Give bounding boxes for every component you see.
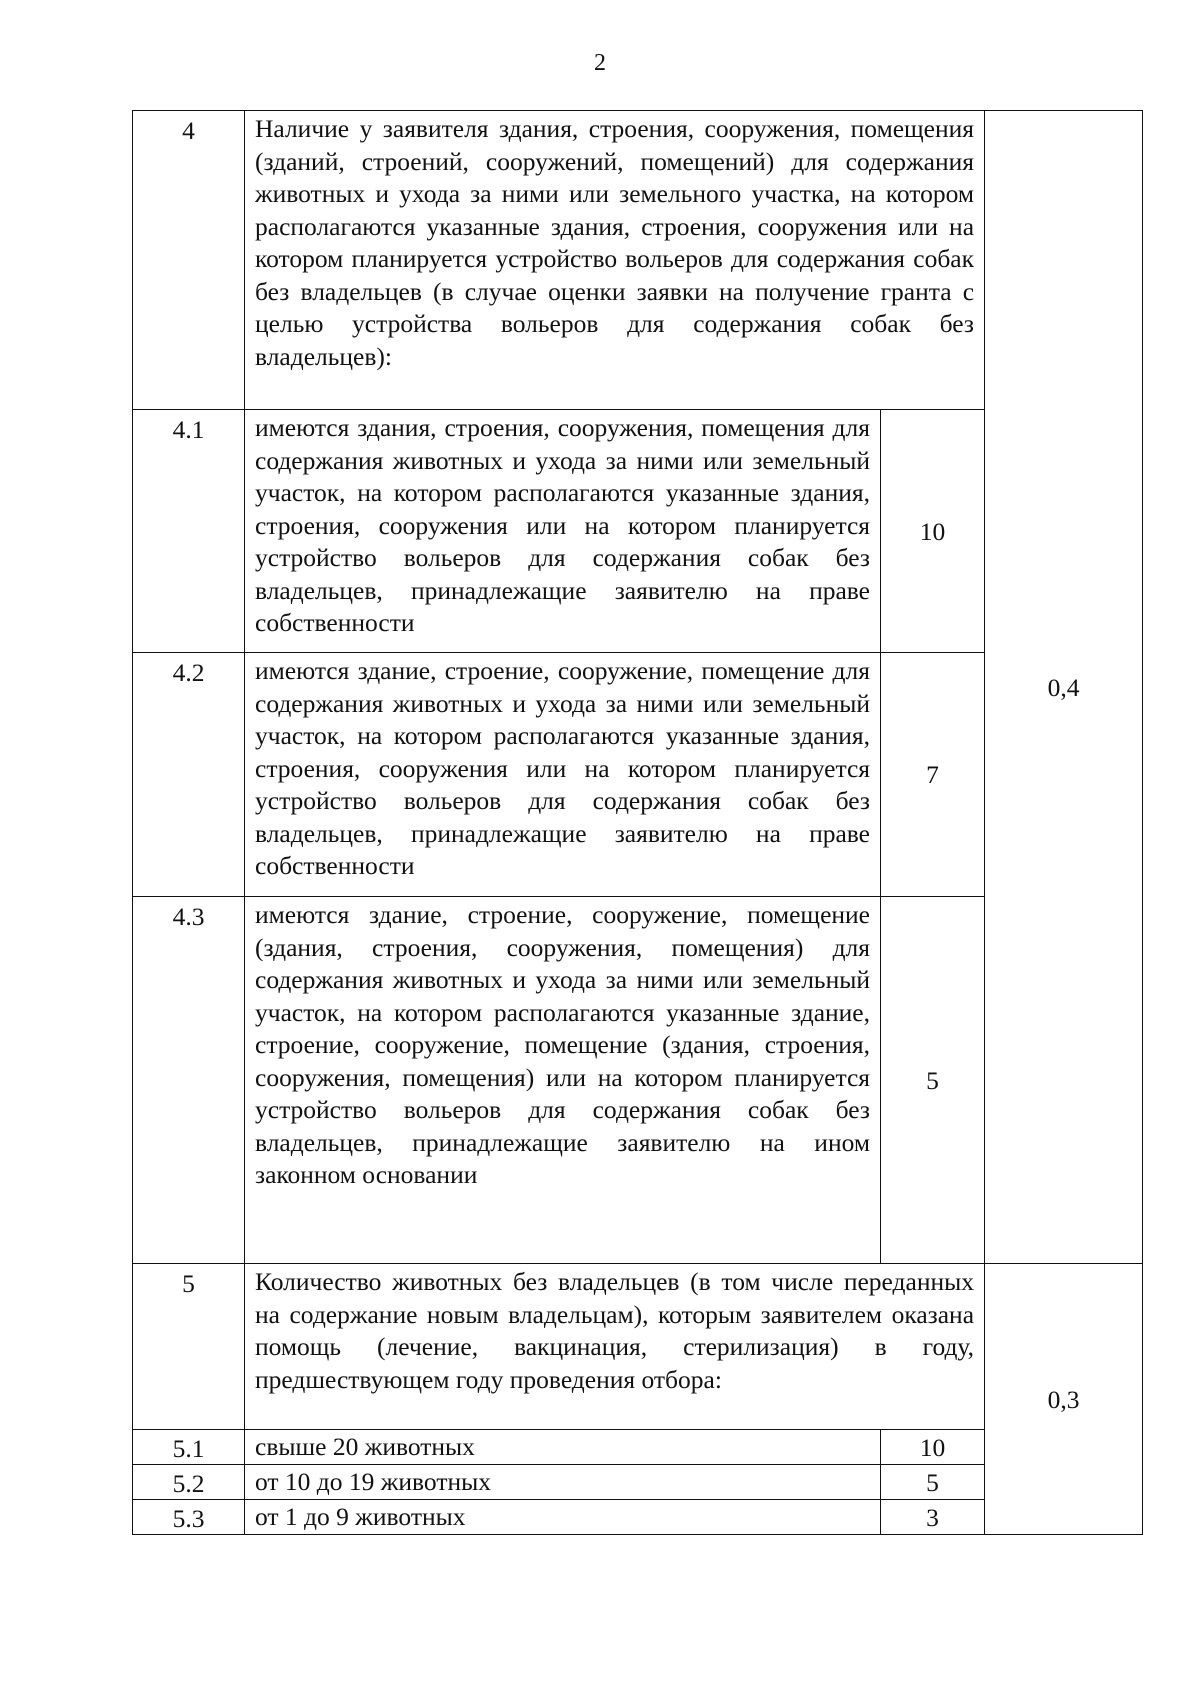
criterion-text: от 10 до 19 животных — [245, 1465, 881, 1500]
criterion-score: 3 — [881, 1500, 985, 1535]
criterion-score: 7 — [881, 653, 985, 897]
row-number: 5.3 — [133, 1500, 245, 1535]
row-number: 5.2 — [133, 1465, 245, 1500]
criterion-text: имеются здания, строения, сооружения, помещения для содержания животных и ухода за ними или земельный участок, на котором располагаются указанные здания, строения, сооружения или на котором планируется устройство вольеров для содержания собак без владельцев, принадлежащие заявителю на праве собственности — [245, 410, 881, 653]
table-row — [133, 1264, 1143, 1430]
row-number: 4 — [133, 111, 245, 410]
criterion-score: 5 — [881, 897, 985, 1264]
criterion-text: Наличие у заявителя здания, строения, сооружения, помещения (зданий, строений, сооружений, помещений) для содержания животных и ухода за ними или земельного участка, на котором располагаются указанные здания, строения, сооружения или на котором планируется устройство вольеров для содержания собак без владельцев (в случае оценки заявки на получение гранта с целью устройства вольеров для содержания собак без владельцев): — [245, 111, 985, 410]
criterion-text: от 1 до 9 животных — [245, 1500, 881, 1535]
criterion-text: имеются здание, строение, сооружение, помещение (здания, строения, сооружения, помещения) для содержания животных и ухода за ними или земельный участок, на котором располагаются указанные здание, строение, сооружение, помещение (здания, строения, сооружения, помещения) или на котором планируется устройство вольеров для содержания собак без владельцев, принадлежащие заявителю на ином законном основании — [245, 897, 881, 1264]
row-number: 4.1 — [133, 410, 245, 653]
criteria-table — [132, 110, 1143, 1535]
page-number: 2 — [594, 50, 606, 76]
row-number: 5.1 — [133, 1430, 245, 1465]
criterion-score: 10 — [881, 1430, 985, 1465]
criterion-score: 5 — [881, 1465, 985, 1500]
criterion-text: Количество животных без владельцев (в том числе переданных на содержание новым владельцам), которым заявителем оказана помощь (лечение, вакцинация, стерилизация) в году, предшествующем году проведения отбора: — [245, 1264, 985, 1430]
row-number: 4.3 — [133, 897, 245, 1264]
row-number: 4.2 — [133, 653, 245, 897]
table-row — [133, 111, 1143, 410]
criterion-weight: 0,3 — [985, 1264, 1143, 1535]
criterion-weight: 0,4 — [985, 111, 1143, 1264]
row-number: 5 — [133, 1264, 245, 1430]
criterion-text: свыше 20 животных — [245, 1430, 881, 1465]
criterion-text: имеются здание, строение, сооружение, помещение для содержания животных и ухода за ними или земельный участок, на котором располагаются указанные здания, строения, сооружения или на котором планируется устройство вольеров для содержания собак без владельцев, принадлежащие заявителю на праве собственности — [245, 653, 881, 897]
criterion-score: 10 — [881, 410, 985, 653]
